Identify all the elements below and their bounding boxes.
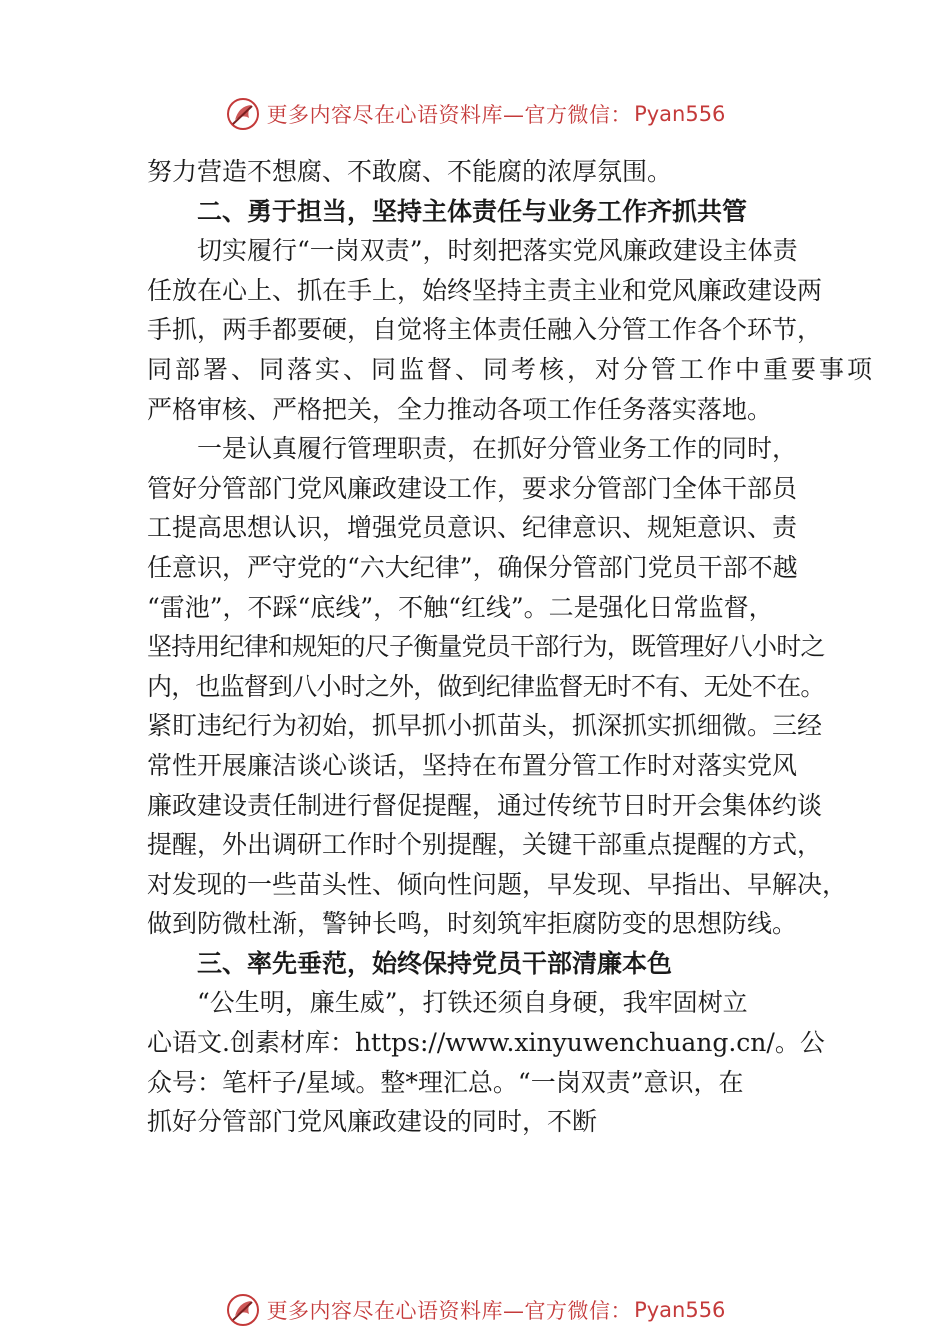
text-line: 抓好分管部门党风廉政建设的同时，不断 — [147, 1107, 598, 1137]
text-line: 手抓，两手都要硬，自觉将主体责任融入分管工作各个环节， — [147, 315, 823, 345]
text-line: “雷池”，不踩“底线”，不触“红线”。二是强化日常监督， — [147, 592, 774, 622]
text-line: 切实履行“一岗双责”，时刻把落实党风廉政建设主体责 — [197, 236, 798, 266]
footer-banner-text: 更多内容尽在心语资料库—官方微信： — [266, 1299, 633, 1323]
text-line: 任放在心上、抓在手上，始终坚持主责主业和党风廉政建设两 — [147, 275, 823, 305]
text-line: 对发现的一些苗头性、倾向性问题，早发现、早指出、早解决， — [147, 869, 848, 899]
text-line: 工提高思想认识，增强党员意识、纪律意识、规矩意识、责 — [147, 513, 798, 543]
document-body — [147, 152, 876, 1142]
text-line: “公生明，廉生威”，打铁还须自身硬，我牢固树立 — [197, 988, 748, 1018]
section-heading: 二、勇于担当，坚持主体责任与业务工作齐抓共管 — [197, 196, 748, 226]
text-line: 众号：笔杆子/星域。整*理汇总。“一岗双责”意识，在 — [147, 1067, 744, 1097]
text-line: 提醒，外出调研工作时个别提醒，关键干部重点提醒的方式， — [147, 830, 823, 860]
header-banner-text: 更多内容尽在心语资料库—官方微信： — [266, 103, 633, 127]
footer-banner-id: Pyan556 — [634, 1298, 726, 1322]
text-line: 廉政建设责任制进行督促提醒，通过传统节日时开会集体约谈 — [147, 790, 823, 820]
text-line: 努力营造不想腐、不敢腐、不能腐的浓厚氛围。 — [147, 157, 673, 186]
section-heading: 三、率先垂范，始终保持党员干部清廉本色 — [197, 948, 673, 978]
library-logo-icon — [225, 96, 261, 132]
text-line: 心语文.创素材库：https://www.xinyuwenchuang.cn/。公 — [147, 1028, 825, 1058]
text-line: 一是认真履行管理职责，在抓好分管业务工作的同时， — [197, 434, 798, 464]
library-logo-icon — [225, 1292, 261, 1328]
text-line: 常性开展廉洁谈心谈话，坚持在布置分管工作时对落实党风 — [147, 750, 798, 780]
footer-banner — [0, 1290, 950, 1330]
text-line: 紧盯违纪行为初始，抓早抓小抓苗头，抓深抓实抓细微。三经 — [147, 711, 823, 741]
text-line: 任意识，严守党的“六大纪律”，确保分管部门党员干部不越 — [147, 552, 798, 582]
header-banner-id: Pyan556 — [634, 102, 726, 126]
text-line: 同部署、同落实、同监督、同考核，对分管工作中重要事项 — [147, 354, 876, 384]
text-line: 严格审核、严格把关，全力推动各项工作任务落实落地。 — [147, 394, 773, 424]
text-line: 内，也监督到八小时之外，做到纪律监督无时不有、无处不在。 — [147, 671, 825, 701]
text-line: 坚持用纪律和规矩的尺子衡量党员干部行为，既管理好八小时之 — [147, 632, 825, 662]
text-line: 管好分管部门党风廉政建设工作，要求分管部门全体干部员 — [147, 473, 798, 503]
text-line: 做到防微杜渐，警钟长鸣，时刻筑牢拒腐防变的思想防线。 — [147, 909, 798, 939]
header-banner — [0, 94, 950, 134]
